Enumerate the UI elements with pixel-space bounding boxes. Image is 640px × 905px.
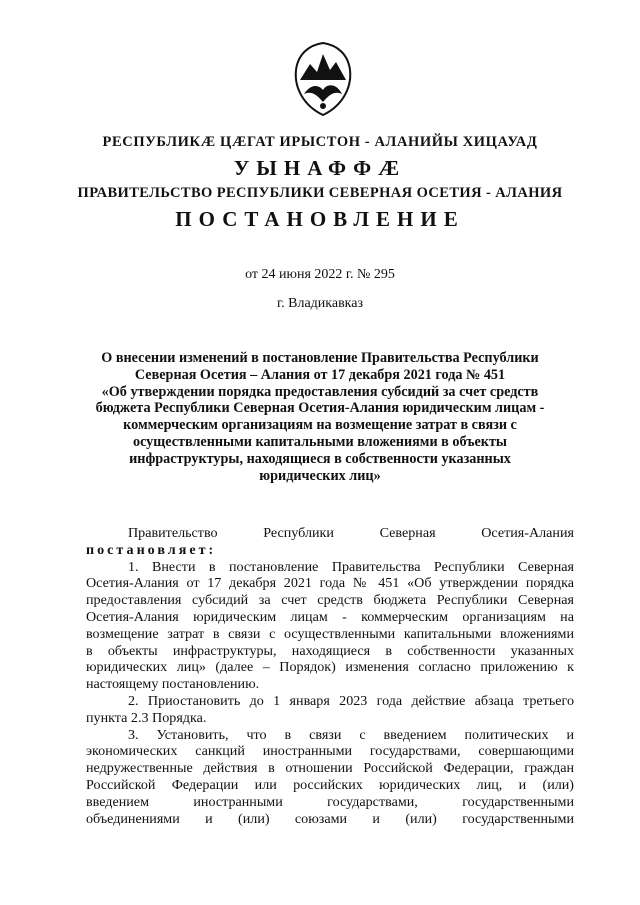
body-line: недружественные действия в отношении Российской Федерации, граждан [86,760,574,777]
body-line: в объекты инфраструктуры, находящиеся в собственности указанных [86,642,574,659]
document-city: г. Владикавказ [276,296,364,311]
document-title [0,350,640,484]
body-line: Российской Федерации или российских юридических лиц, и (или) [86,776,574,793]
body-line: Осетия-Алания от 17 декабря 2021 года № 451 «Об утверждении порядка [86,575,574,592]
russian-government-name: ПРАВИТЕЛЬСТВО РЕСПУБЛИКИ СЕВЕРНАЯ ОСЕТИЯ - АЛАНИЯ [77,185,563,201]
body-line: настоящему постановлению. [86,676,260,693]
body-line: Правительство Республики Северная Осетия-Алания [128,525,574,541]
body-line: предоставления субсидий за счет средств бюджета Республики Северная [86,592,574,609]
title-line: юридических лиц» [259,467,381,484]
document-date-number: от 24 июня 2022 г. № 295 [245,267,395,282]
title-line: осуществленными капитальными вложениями в объекты [132,433,508,450]
body-line: юридических лиц» (далее – Порядок) изменения согласно приложению к [86,659,574,676]
body-line: экономических санкций иностранными государствами, совершающими [86,743,574,760]
title-line: «Об утверждении порядка предоставления субсидий за счет средств [101,383,539,400]
title-line: коммерческим организациям на возмещение затрат в связи с [123,417,517,434]
body-line: введением иностранными государствами, государственными [86,793,574,810]
body-line: Осетия-Алания юридическим лицам - коммерческим организациям на [86,608,574,625]
body-line-decree-verb: постановляет: [86,541,217,558]
body-line: 1. Внести в постановление Правительства Республики Северная [128,558,574,575]
document-body [86,525,574,827]
ossetian-government-name: РЕСПУБЛИКӔ ЦӔГАТ ИРЫСТОН - АЛАНИЙЫ ХИЦАУАД [102,134,538,150]
russian-document-type: ПОСТАНОВЛЕНИЕ [175,207,465,231]
title-line: Северная Осетия – Алания от 17 декабря 2021 года № 451 [134,366,506,383]
body-line: 3. Установить, что в связи с введением политических и [128,726,574,743]
body-line: пункта 2.3 Порядка. [86,709,207,726]
body-line: возмещение затрат в связи с осуществленными капитальными вложениями [86,625,574,642]
body-line: 2. Приостановить до 1 января 2023 года действие абзаца третьего [128,692,574,709]
body-line: объединениями и (или) союзами и (или) государственными [86,810,574,827]
title-line: О внесении изменений в постановление Правительства Республики [101,350,539,366]
title-line: бюджета Республики Северная Осетия-Алания юридическим лицам - [95,400,545,417]
title-line: инфраструктуры, находящиеся в собственности указанных [129,450,511,467]
coat-of-arms-emblem [290,40,356,118]
ossetian-document-type: УЫНАФФӔ [233,156,407,180]
